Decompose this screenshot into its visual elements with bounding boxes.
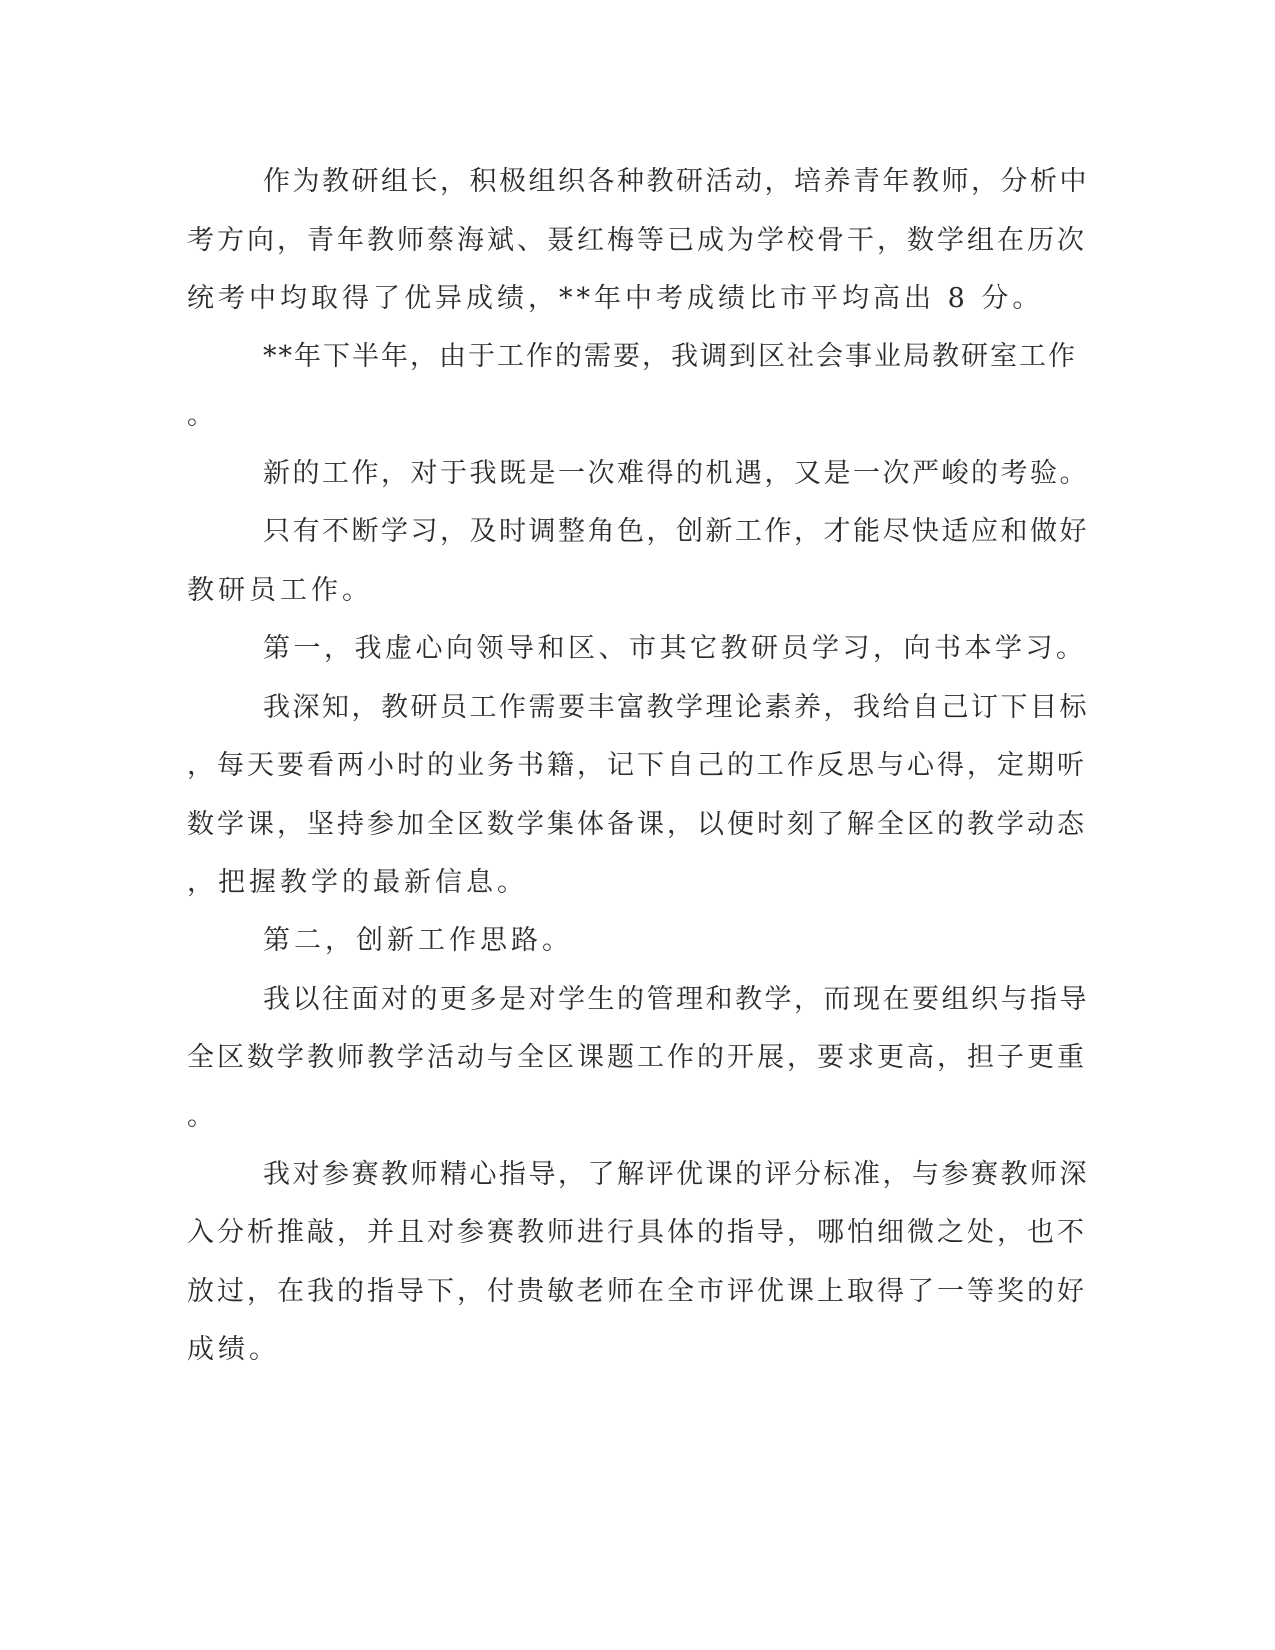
- text-line: 统考中均取得了优异成绩，**年中考成绩比市平均高出 8 分。: [187, 283, 1044, 314]
- text-line: 我以往面对的更多是对学生的管理和教学，而现在要组织与指导: [263, 984, 1089, 1015]
- text-line: 只有不断学习，及时调整角色，创新工作，才能尽快适应和做好: [263, 516, 1089, 547]
- text-line: 放过，在我的指导下，付贵敏老师在全市评优课上取得了一等奖的好: [187, 1276, 1087, 1307]
- text-line: 作为教研组长，积极组织各种教研活动，培养青年教师，分析中: [263, 166, 1089, 197]
- text-line: 我深知，教研员工作需要丰富教学理论素养，我给自己订下目标: [263, 692, 1089, 723]
- text-line: 数学课，坚持参加全区数学集体备课，以便时刻了解全区的教学动态: [187, 809, 1087, 840]
- text-line: ，每天要看两小时的业务书籍，记下自己的工作反思与心得，定期听: [187, 750, 1087, 781]
- text-line: 第一，我虚心向领导和区、市其它教研员学习，向书本学习。: [263, 633, 1087, 664]
- text-line: ，把握教学的最新信息。: [187, 867, 528, 898]
- text-line: 考方向，青年教师蔡海斌、聂红梅等已成为学校骨干，数学组在历次: [187, 225, 1087, 256]
- text-line: 我对参赛教师精心指导，了解评优课的评分标准，与参赛教师深: [263, 1159, 1089, 1190]
- text-line: 成绩。: [187, 1334, 280, 1365]
- text-line: 第二，创新工作思路。: [263, 925, 573, 956]
- text-line: **年下半年，由于工作的需要，我调到区社会事业局教研室工作: [263, 341, 1077, 372]
- text-line: 。: [187, 400, 218, 431]
- text-line: 新的工作，对于我既是一次难得的机遇，又是一次严峻的考验。: [263, 458, 1089, 489]
- text-line: 入分析推敲，并且对参赛教师进行具体的指导，哪怕细微之处，也不: [187, 1217, 1087, 1248]
- text-line: 。: [187, 1101, 218, 1132]
- text-line: 教研员工作。: [187, 575, 373, 606]
- text-line: 全区数学教师教学活动与全区课题工作的开展，要求更高，担子更重: [187, 1042, 1087, 1073]
